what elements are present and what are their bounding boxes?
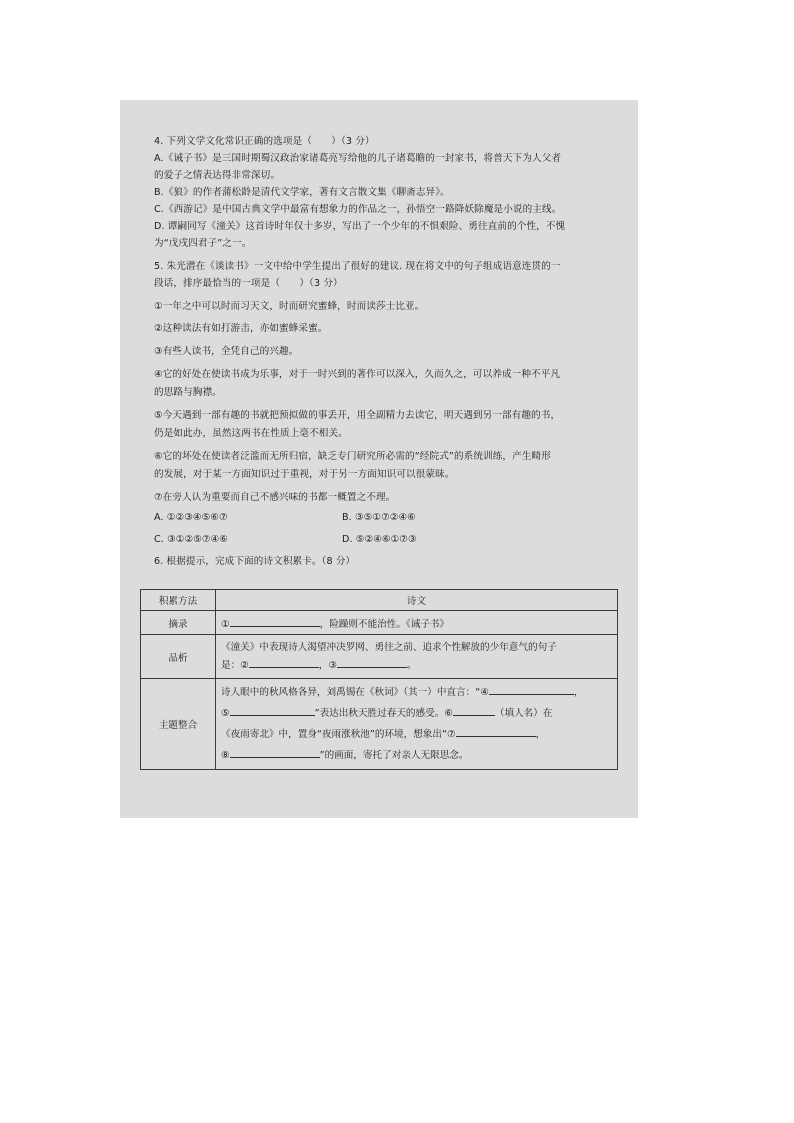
- theme-content: [216, 679, 618, 770]
- analysis-line-1: 《潼关》中表现诗人渴望冲决罗网、勇往之前、追求个性解放的少年意气的句子: [221, 641, 557, 653]
- poem-accumulation-card: [140, 589, 618, 770]
- blank-7-label: 《夜雨寄北》中，置身“夜雨涨秋池”的环境，想象出“⑦: [221, 729, 456, 740]
- table-row-excerpt: [141, 611, 618, 635]
- q5-item-2: ②这种读法有如打游击，亦如蜜蜂采蜜。: [154, 323, 328, 334]
- blank-3[interactable]: [337, 657, 407, 668]
- blank-6[interactable]: [453, 705, 495, 716]
- q4-option-c: C.《西游记》是中国古典文学中最富有想象力的作品之一，孙悟空一路降妖除魔是小说的主线。: [154, 204, 562, 215]
- q4-option-d-line1: D. 谭嗣同写《潼关》这首诗时年仅十多岁，写出了一个少年的不惧艰险、勇往直前的个性，不愧: [154, 221, 566, 232]
- q5-item-7: ⑦在旁人认为重要而自己不感兴味的书都一概置之不理。: [154, 492, 396, 503]
- blank-8[interactable]: [230, 747, 320, 758]
- blank-5[interactable]: [230, 705, 315, 716]
- method-theme: 主题整合: [141, 679, 216, 770]
- blank-1-label: ①: [221, 618, 230, 630]
- q6-title: 6. 根据提示，完成下面的诗文积累卡。（8 分）: [154, 556, 356, 567]
- q5-item-4-line1: ④它的好处在使读书成为乐事，对于一时兴到的著作可以深入，久而久之，可以养成一种不平凡: [154, 369, 561, 380]
- theme-line-1-end: ，: [573, 687, 584, 698]
- analysis-content: [216, 635, 618, 679]
- header-method: 积累方法: [141, 590, 216, 611]
- q5-item-6-line1: ⑥它的坏处在使读者泛滥而无所归宿，缺乏专门研究所必需的“经院式”的系统训练，产生畸形: [154, 451, 551, 462]
- blank-1[interactable]: [230, 616, 320, 627]
- theme-line-4: [221, 745, 612, 766]
- table-row-theme: [141, 679, 618, 770]
- blank-2[interactable]: [249, 657, 319, 668]
- blank-4[interactable]: [489, 684, 574, 695]
- header-poem: 诗文: [216, 590, 618, 611]
- q5-choice-b: B. ③⑤①⑦②④⑥: [342, 512, 416, 523]
- q4-option-a-line2: 的爱子之情表达得非常深切。: [154, 170, 281, 181]
- method-excerpt: 摘录: [141, 611, 216, 635]
- photographed-exam-page: [120, 100, 638, 818]
- q5-title-line1: 5. 朱光潜在《谈读书》一文中给中学生提出了很好的建议. 现在将文中的句子组成语意连贯的一: [154, 261, 561, 272]
- excerpt-content: [216, 611, 618, 635]
- q4-option-d-line2: 为“戊戌四君子”之一。: [154, 238, 252, 249]
- q5-item-1: ①一年之中可以时而习天文，时而研究蜜蜂，时而读莎士比亚。: [154, 301, 425, 312]
- theme-line-3: [221, 724, 612, 745]
- blank-4-label: 诗人眼中的秋风格各异，刘禹锡在《秋词》（其一）中直言：“④: [221, 687, 489, 698]
- q4-option-b: B.《狼》的作者蒲松龄是清代文学家，著有文言散文集《聊斋志异》。: [154, 187, 450, 198]
- q5-choice-a: A. ①②③④⑤⑥⑦: [154, 512, 228, 523]
- theme-line-2: [221, 703, 612, 724]
- q4-option-a-line1: A.《诫子书》是三国时期蜀汉政治家诸葛亮写给他的儿子诸葛瞻的一封家书，将普天下为人父者: [154, 153, 562, 164]
- analysis-line-2: [221, 657, 612, 675]
- q5-item-5-line1: ⑤今天遇到一部有趣的书就把预拟做的事丢开，用全副精力去读它，明天遇到另一部有趣的书，: [154, 410, 561, 421]
- q5-choice-d: D. ⑤②④⑥①⑦③: [342, 534, 417, 545]
- blank-5-label: ⑤: [221, 708, 230, 719]
- q4-title: 4. 下列文学文化常识正确的选项是（ ）（3 分）: [154, 136, 375, 147]
- blank-7[interactable]: [456, 726, 536, 737]
- blank-6-label: ”表达出秋天胜过春天的感受。⑥: [314, 708, 453, 719]
- q5-item-6-line2: 的发展，对于某一方面知识过于重视，对于另一方面知识可以很蒙昧。: [154, 469, 455, 480]
- q5-item-4-line2: 的思路与胸襟。: [154, 387, 222, 398]
- method-analysis: 品析: [141, 635, 216, 679]
- theme-line-1: [221, 682, 612, 703]
- excerpt-suffix: ，险躁则不能治性。《诫子书》: [319, 618, 450, 630]
- blank-2-label: 是：②: [221, 659, 249, 671]
- analysis-end: 。: [407, 659, 417, 671]
- q5-choice-c: C. ③①②⑤⑦④⑥: [154, 534, 229, 545]
- theme-line-4-end: ”的画面，寄托了对亲人无限思念。: [319, 750, 469, 761]
- q5-item-3: ③有些人读书，全凭自己的兴趣。: [154, 346, 299, 357]
- blank-3-label: ，③: [318, 659, 337, 671]
- q5-title-line2: 段话，排序最恰当的一项是（ ）（3 分）: [154, 278, 343, 289]
- table-row-analysis: [141, 635, 618, 679]
- theme-line-2-end: （填人名）在: [494, 708, 553, 719]
- table-header-row: [141, 590, 618, 611]
- theme-line-3-end: ，: [535, 729, 546, 740]
- blank-8-label: ⑧: [221, 750, 230, 761]
- q5-item-5-line2: 仍是如此办，虽然这两书在性质上毫不相关。: [154, 428, 348, 439]
